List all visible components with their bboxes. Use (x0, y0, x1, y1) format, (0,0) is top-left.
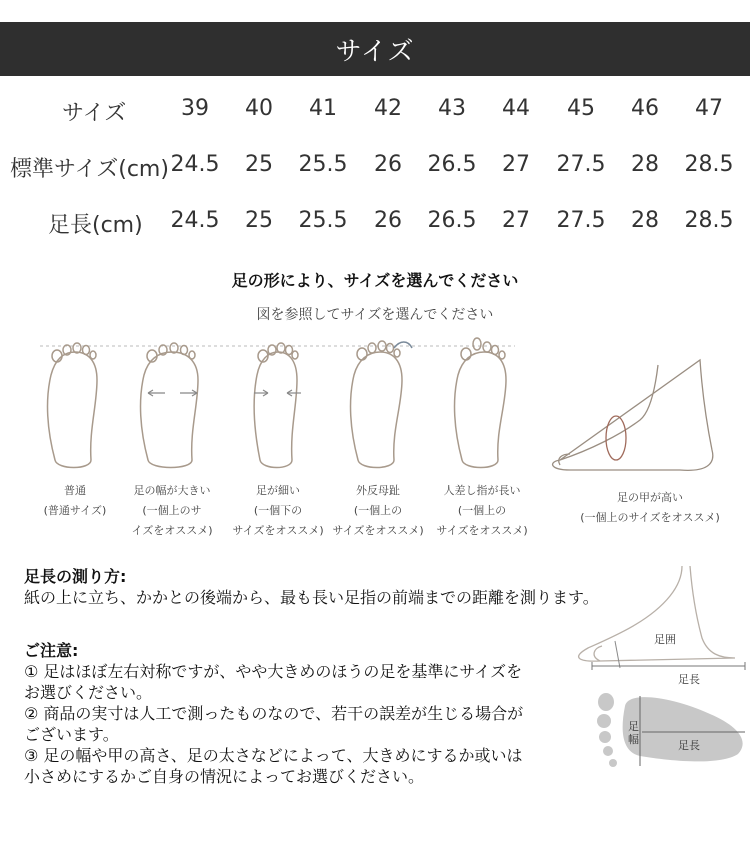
foot-type-name: 足の幅が大きい (133, 484, 211, 497)
foot-type-advice: イズをオススメ) (131, 524, 213, 537)
foot-type-name: 普通 (64, 484, 86, 497)
foot-type-advice: (一個下の (253, 504, 303, 517)
foot-type-advice: サイズをオススメ) (436, 524, 528, 537)
note-line: ございます。 (24, 725, 119, 744)
foot-narrow-icon (254, 343, 298, 468)
row-label-size: サイズ (62, 101, 127, 126)
foot-wide-icon (141, 343, 198, 468)
size-cell: 40 (245, 96, 273, 121)
size-row-size (0, 96, 750, 136)
foot-type-advice: (一個上のサ (142, 504, 202, 517)
size-cell: 46 (631, 96, 659, 121)
foot-label-long-toe (422, 481, 542, 541)
standard-cell: 24.5 (170, 152, 220, 177)
diagram-label-length-side: 足長 (678, 673, 700, 686)
standard-cell: 28 (631, 152, 659, 177)
header-title: サイズ (335, 36, 415, 67)
standard-cell: 25 (245, 152, 273, 177)
size-cell: 43 (438, 96, 466, 121)
foot-type-advice: (一個上の (457, 504, 507, 517)
size-cell: 45 (567, 96, 595, 121)
size-cell: 47 (695, 96, 723, 121)
foot-label-wide (112, 481, 232, 541)
foot-type-name: 足の甲が高い (617, 491, 683, 504)
foot-label-high-instep (565, 488, 735, 528)
size-cell: 41 (309, 96, 337, 121)
foot-cell: 26.5 (427, 208, 477, 233)
note-line: ② 商品の実寸は人工で測ったものなので、若干の誤差が生じる場合が (24, 704, 524, 723)
foot-type-name: 人差し指が長い (443, 484, 521, 497)
foot-cell: 26 (374, 208, 402, 233)
foot-type-advice: (一個上の (353, 504, 403, 517)
foot-cell: 25 (245, 208, 273, 233)
foot-measure-diagram (560, 566, 750, 806)
foot-normal-icon (48, 343, 97, 468)
size-cell: 44 (502, 96, 530, 121)
size-cell: 42 (374, 96, 402, 121)
foot-cell: 28.5 (684, 208, 734, 233)
standard-cell: 26.5 (427, 152, 477, 177)
size-row-foot (0, 208, 750, 248)
foot-long-second-toe-icon (455, 338, 506, 468)
foot-cell: 27.5 (556, 208, 606, 233)
shape-guide-title: 足の形により、サイズを選んでください (231, 271, 519, 290)
size-row-standard (0, 152, 750, 192)
diagram-label-width: 足幅 (628, 720, 639, 746)
row-label-standard: 標準サイズ(cm) (10, 157, 169, 182)
standard-cell: 27.5 (556, 152, 606, 177)
foot-type-advice: (普通サイズ) (43, 504, 107, 517)
note-line: 小さめにするかご自身の情況によってお選びください。 (24, 767, 425, 786)
standard-cell: 28.5 (684, 152, 734, 177)
width-arrows-icon (148, 390, 301, 396)
row-label-foot: 足長(cm) (48, 213, 143, 238)
standard-cell: 27 (502, 152, 530, 177)
note-line: ① 足はほぼ左右対称ですが、やや大きめのほうの足を基準にサイズを (24, 662, 523, 681)
foot-label-bunion (318, 481, 438, 541)
foot-bunion-icon (351, 341, 412, 468)
size-cell: 39 (181, 96, 209, 121)
foot-type-name: 足が細い (256, 484, 300, 497)
measure-text: 紙の上に立ち、かかとの後端から、最も長い足指の前端までの距離を測ります。 (24, 588, 599, 607)
diagram-label-girth: 足囲 (654, 633, 676, 646)
notes-title: ご注意: (24, 641, 79, 660)
foot-cell: 27 (502, 208, 530, 233)
foot-shapes-illustration (0, 330, 750, 480)
note-line: ③ 足の幅や甲の高さ、足の太さなどによって、大きめにするか或いは (24, 746, 523, 765)
footprint-icon (597, 693, 743, 767)
standard-cell: 26 (374, 152, 402, 177)
foot-type-advice: (一個上のサイズをオススメ) (580, 511, 720, 524)
measure-title: 足長の測り方: (24, 567, 127, 586)
foot-cell: 24.5 (170, 208, 220, 233)
foot-high-instep-icon (553, 360, 713, 470)
page-header (0, 22, 750, 76)
foot-cell: 28 (631, 208, 659, 233)
foot-type-advice: サイズをオススメ) (332, 524, 424, 537)
foot-type-advice: サイズをオススメ) (232, 524, 324, 537)
note-line: お選びください。 (24, 683, 153, 702)
shape-guide-subtitle: 図を参照してサイズを選んでください (256, 307, 494, 323)
notes-section (24, 640, 584, 787)
standard-cell: 25.5 (298, 152, 348, 177)
foot-type-name: 外反母趾 (356, 484, 400, 497)
foot-cell: 25.5 (298, 208, 348, 233)
diagram-label-length-sole: 足長 (678, 739, 700, 752)
